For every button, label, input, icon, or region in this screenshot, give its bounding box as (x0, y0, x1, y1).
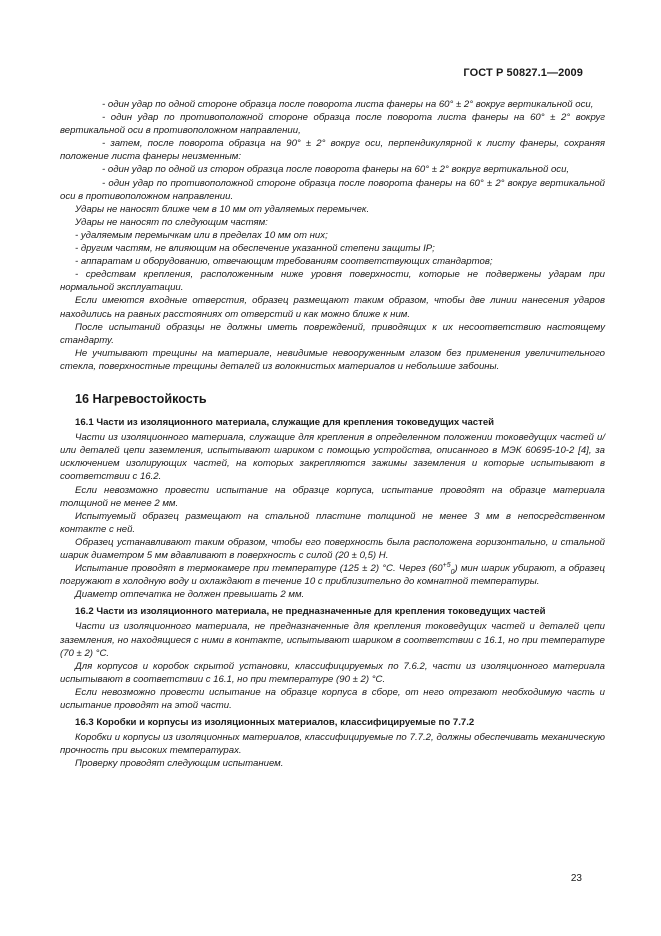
paragraph: Не учитывают трещины на материале, невидимые невооруженным глазом без применения увеличительного стекла, поверхностные трещины деталей из волокнистых материалов и небольшие забоины. (60, 347, 605, 372)
paragraph: Если имеются входные отверстия, образец размещают таким образом, чтобы две линии нанесения ударов находились на равных расстояниях от отверстий и как можно ближе к ним. (60, 295, 605, 320)
paragraph: Удары не наносят ближе чем в 10 мм от удаляемых перемычек. (75, 203, 370, 215)
paragraph: Части из изоляционного материала, не предназначенные для крепления токоведущих частей и деталей цепи заземления, но находящиеся с ними в контакте, испытывают шариком в соответствии с 16.1, но при температуре (70 ± 2) °С. (60, 621, 605, 659)
list-item: - другим частям, не влияющим на обеспечение указанной степени защиты IP; (75, 243, 435, 255)
paragraph: Испытуемый образец размещают на стальной пластине толщиной не менее 3 мм в непосредственном контакте с ней. (60, 510, 605, 535)
subsection-heading: 16.3 Коробки и корпусы из изоляционных материалов, классифицируемые по 7.7.2 (75, 717, 475, 729)
text-run: ) мин шарик убирают, а образец погружают в холодную воду и охлаждают в течение 10 с приблизительно до комнатной температуры. (60, 563, 605, 588)
list-item: - один удар по одной из сторон образца после поворота фанеры на 60° ± 2° вокруг вертикальной оси, (102, 164, 570, 176)
section-heading: 16 Нагревостойкость (75, 391, 207, 406)
paragraph: Если невозможно провести испытание на образце корпуса в сборе, от него отрезают необходимую часть и испытание проводят на этой части. (60, 686, 605, 712)
paragraph: Образец устанавливают таким образом, чтобы его поверхность была расположена горизонтально, и стальной шарик диаметром 5 мм вдавливают в поверхность с силой (20 ± 0,5) Н. (60, 536, 605, 561)
list-item: - затем, после поворота образца на 90° ± 2° вокруг оси, перпендикулярной к листу фанеры, сохраняя положение листа фанеры неизменным: (60, 138, 605, 163)
list-item: - аппаратам и оборудованию, отвечающим требованиям соответствующих стандартов; (75, 256, 493, 268)
list-item: - один удар по противоположной стороне образца после поворота фанеры на 60° ± 2° вокруг вертикальной оси в противоположном направлении. (60, 177, 605, 202)
superscript: +5 (442, 561, 451, 569)
subsection-heading: 16.2 Части из изоляционного материала, не предназначенные для крепления токоведущих частей (75, 606, 546, 618)
page-number: 23 (570, 873, 582, 884)
paragraph: Для корпусов и коробок скрытой установки, классифицируемых по 7.6.2, части из изоляционного материала испытывают в соответствии с 16.1, но при температуре (90 ± 2) °С. (60, 660, 605, 685)
list-item: - средствам крепления, расположенным ниже уровня поверхности, которые не подвержены ударам при нормальной эксплуатации. (60, 269, 605, 294)
list-item: - один удар по одной стороне образца после поворота листа фанеры на 60° ± 2° вокруг вертикальной оси, (102, 99, 594, 110)
paragraph: Удары не наносят по следующим частям: (75, 216, 268, 228)
list-item: - один удар по противоположной стороне образца после поворота листа фанеры на 60° ± 2° вокруг вертикальной оси в противоположном направлении, (60, 112, 605, 137)
paragraph: Диаметр отпечатка не должен превышать 2 мм. (75, 589, 305, 601)
text-run: Испытание проводят в термокамере при температуре (125 ± 2) °С. Через (60 (75, 563, 443, 575)
paragraph: После испытаний образцы не должны иметь повреждений, приводящих к их несоответствию настоящему стандарту. (60, 321, 605, 346)
standard-code-header: ГОСТ Р 50827.1—2009 (463, 67, 583, 79)
paragraph: Проверку проводят следующим испытанием. (75, 758, 284, 770)
paragraph: Если невозможно провести испытание на образце корпуса, испытание проводят на образце материала толщиной не менее 2 мм. (60, 484, 605, 509)
document-body (60, 98, 605, 771)
paragraph: Части из изоляционного материала, служащие для крепления в определенном положении токоведущих частей и/или деталей цепи заземления, испытывают шариком с помощью устройства, описанного в МЭК 60695-10-2 [4], за исключением изолирующих частей, на которых закрепляются зажимы заземления и которые испытывают в соответствии с 16.2. (60, 432, 605, 483)
subscript: 0 (450, 569, 455, 576)
paragraph (60, 562, 605, 588)
paragraph: Коробки и корпусы из изоляционных материалов, классифицируемые по 7.7.2, должны обеспечивать механическую прочность при высоких температурах. (60, 732, 605, 757)
subsection-heading: 16.1 Части из изоляционного материала, служащие для крепления токоведущих частей (75, 417, 495, 429)
list-item: - удаляемым перемычкам или в пределах 10 мм от них; (75, 229, 328, 241)
